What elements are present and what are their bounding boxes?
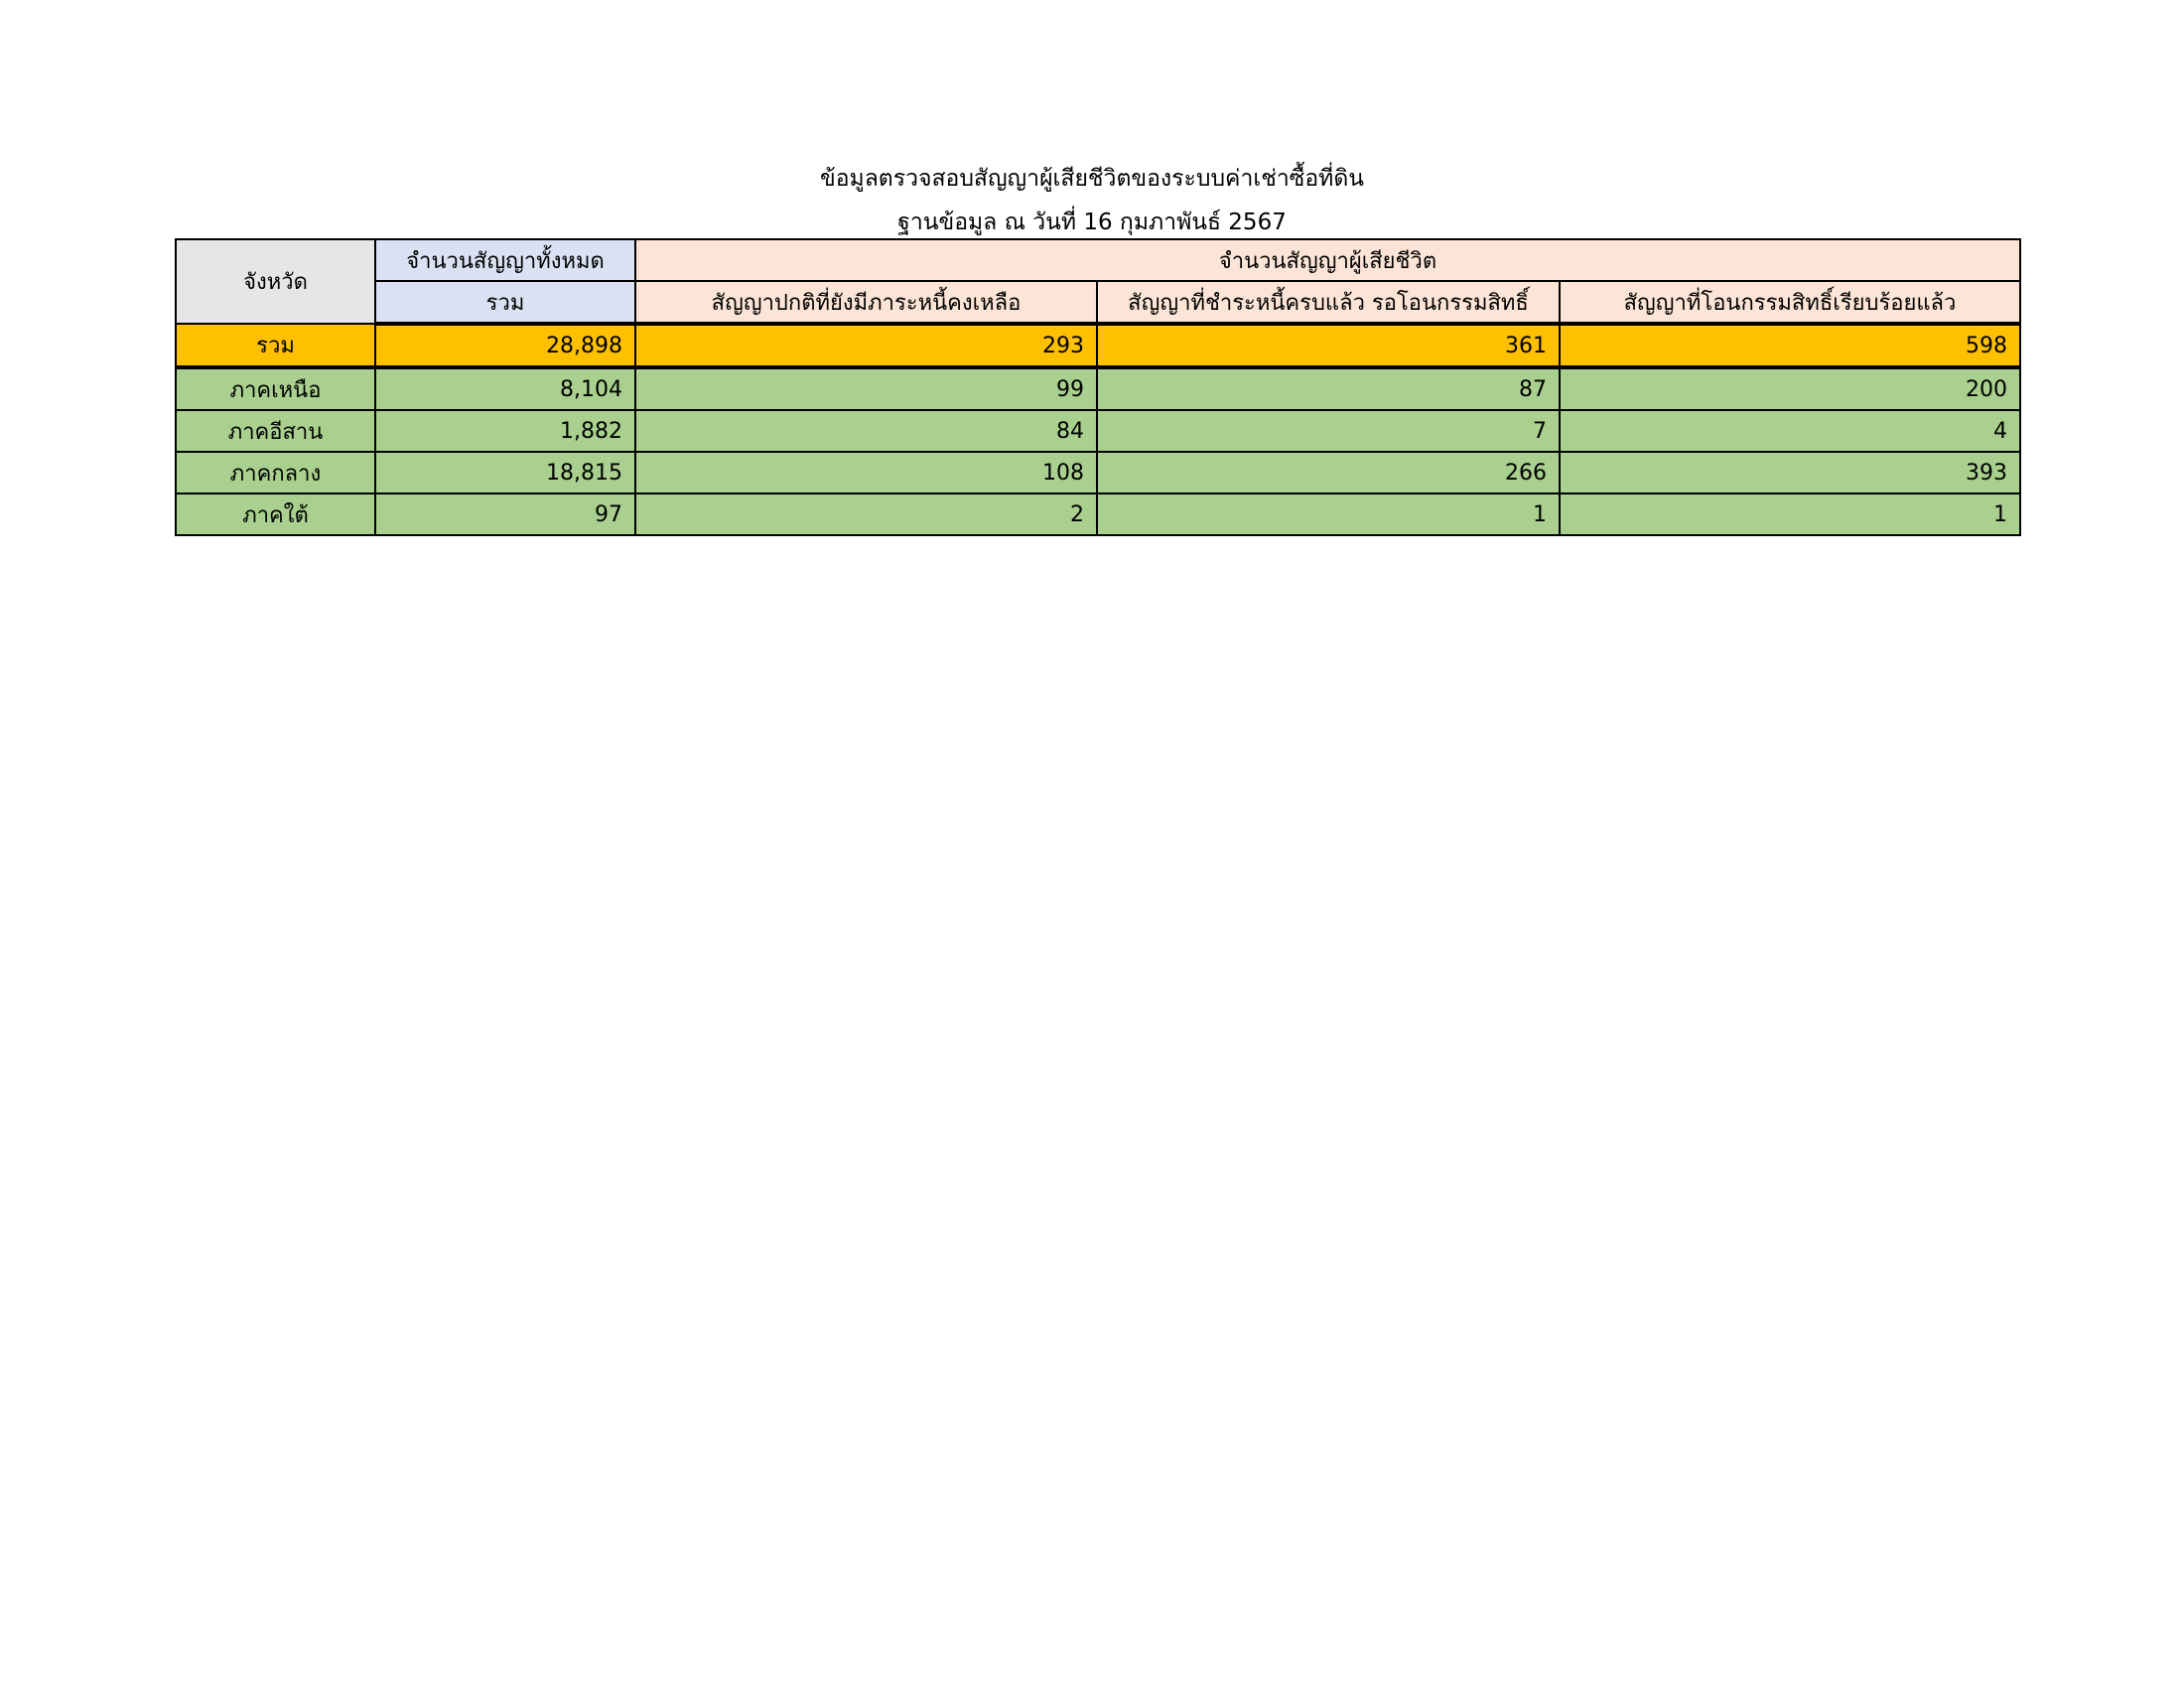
cell-paid-waiting: 7 — [1097, 410, 1560, 452]
title-line-2: ฐานข้อมูล ณ วันที่ 16 กุมภาพันธ์ 2567 — [897, 210, 1287, 235]
table-row — [176, 452, 2020, 493]
cell-transferred: 1 — [1560, 493, 2020, 535]
cell-outstanding: 108 — [635, 452, 1097, 493]
cell-paid-waiting: 87 — [1097, 367, 1560, 410]
header-row-2 — [176, 281, 2020, 324]
table-row-total — [176, 324, 2020, 367]
table-row — [176, 410, 2020, 452]
deceased-contracts-table — [175, 238, 2021, 536]
cell-transferred: 598 — [1560, 324, 2020, 367]
header-outstanding: สัญญาปกติที่ยังมีภาระหนี้คงเหลือ — [635, 281, 1097, 324]
cell-outstanding: 293 — [635, 324, 1097, 367]
cell-total: 8,104 — [375, 367, 635, 410]
table-row — [176, 493, 2020, 535]
cell-transferred: 200 — [1560, 367, 2020, 410]
report-title — [0, 157, 2184, 244]
cell-total: 97 — [375, 493, 635, 535]
row-name: ภาคอีสาน — [176, 410, 375, 452]
cell-transferred: 4 — [1560, 410, 2020, 452]
header-total-contracts: จำนวนสัญญาทั้งหมด — [375, 239, 635, 281]
cell-outstanding: 84 — [635, 410, 1097, 452]
cell-total: 28,898 — [375, 324, 635, 367]
header-deceased-contracts: จำนวนสัญญาผู้เสียชีวิต — [635, 239, 2020, 281]
cell-total: 18,815 — [375, 452, 635, 493]
cell-transferred: 393 — [1560, 452, 2020, 493]
cell-paid-waiting: 266 — [1097, 452, 1560, 493]
header-transferred: สัญญาที่โอนกรรมสิทธิ์เรียบร้อยแล้ว — [1560, 281, 2020, 324]
row-name: ภาคใต้ — [176, 493, 375, 535]
cell-paid-waiting: 1 — [1097, 493, 1560, 535]
cell-paid-waiting: 361 — [1097, 324, 1560, 367]
header-province: จังหวัด — [176, 239, 375, 324]
cell-outstanding: 2 — [635, 493, 1097, 535]
row-name: ภาคเหนือ — [176, 367, 375, 410]
header-total-sub: รวม — [375, 281, 635, 324]
row-name: ภาคกลาง — [176, 452, 375, 493]
table-row — [176, 367, 2020, 410]
cell-outstanding: 99 — [635, 367, 1097, 410]
header-row-1 — [176, 239, 2020, 281]
cell-total: 1,882 — [375, 410, 635, 452]
row-name: รวม — [176, 324, 375, 367]
title-line-1: ข้อมูลตรวจสอบสัญญาผู้เสียชีวิตของระบบค่าเช่าซื้อที่ดิน — [820, 166, 1364, 192]
header-paid-waiting: สัญญาที่ชำระหนี้ครบแล้ว รอโอนกรรมสิทธิ์ — [1097, 281, 1560, 324]
